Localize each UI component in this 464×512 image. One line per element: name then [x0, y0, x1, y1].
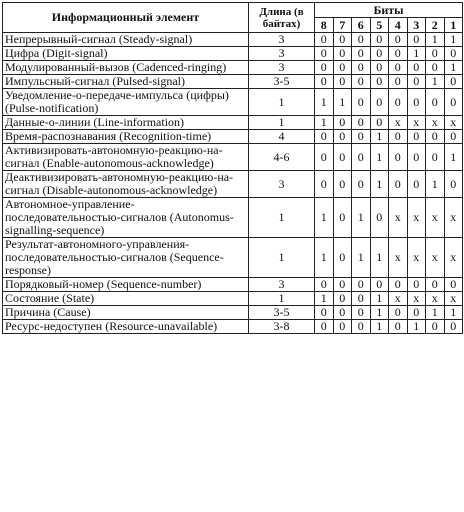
bit-cell: x	[444, 238, 463, 278]
element-name-cell: Данные-о-линии (Line-information)	[3, 116, 249, 130]
bit-cell: 0	[444, 130, 463, 144]
information-elements-table	[2, 2, 463, 334]
bit-cell: 0	[444, 75, 463, 89]
length-cell: 1	[249, 89, 315, 116]
bit-cell: x	[426, 198, 445, 238]
element-name-cell: Цифра (Digit-signal)	[3, 47, 249, 61]
bit-cell: 0	[370, 33, 389, 47]
element-name-cell: Причина (Cause)	[3, 306, 249, 320]
bit-number-header: 1	[444, 18, 463, 33]
bit-cell: 0	[389, 144, 408, 171]
bit-cell: 1	[407, 320, 426, 334]
bit-cell: x	[444, 292, 463, 306]
bit-cell: 0	[333, 238, 352, 278]
bit-cell: 0	[352, 320, 371, 334]
bit-number-header: 7	[333, 18, 352, 33]
bit-cell: 0	[370, 278, 389, 292]
bit-cell: 0	[407, 33, 426, 47]
bit-cell: 1	[370, 320, 389, 334]
bit-cell: x	[444, 116, 463, 130]
bit-number-header: 8	[315, 18, 334, 33]
bit-cell: 1	[444, 61, 463, 75]
bit-cell: 0	[333, 75, 352, 89]
table-row	[3, 61, 463, 75]
table-row	[3, 292, 463, 306]
element-name-cell: Время-распознавания (Recognition-time)	[3, 130, 249, 144]
bit-cell: 0	[426, 144, 445, 171]
element-name-cell: Результат-автономного-управления-последовательностью-сигналов (Sequence-response)	[3, 238, 249, 278]
bit-cell: 0	[370, 116, 389, 130]
bit-cell: x	[407, 198, 426, 238]
bit-cell: 0	[352, 89, 371, 116]
bit-number-header: 2	[426, 18, 445, 33]
bit-cell: 0	[407, 130, 426, 144]
bit-cell: 0	[315, 278, 334, 292]
bit-cell: 0	[389, 75, 408, 89]
column-header-element: Информационный элемент	[3, 3, 249, 33]
element-name-cell: Ресурс-недоступен (Resource-unavailable)	[3, 320, 249, 334]
bit-cell: 1	[315, 238, 334, 278]
bit-cell: 1	[444, 144, 463, 171]
length-cell: 3	[249, 278, 315, 292]
bit-cell: x	[407, 238, 426, 278]
bit-cell: 1	[315, 89, 334, 116]
bit-cell: 1	[370, 144, 389, 171]
bit-cell: 1	[370, 292, 389, 306]
table-row	[3, 75, 463, 89]
bit-cell: 0	[352, 144, 371, 171]
bit-cell: 0	[444, 89, 463, 116]
bit-cell: 1	[407, 47, 426, 61]
table-row	[3, 171, 463, 198]
bit-cell: 0	[333, 292, 352, 306]
bit-cell: 1	[444, 33, 463, 47]
bit-cell: 1	[315, 116, 334, 130]
bit-cell: 1	[370, 238, 389, 278]
column-header-length: Длина (в байтах)	[249, 3, 315, 33]
bit-cell: 1	[352, 238, 371, 278]
bit-cell: 0	[315, 47, 334, 61]
bit-cell: 0	[407, 306, 426, 320]
table-row	[3, 47, 463, 61]
table-body	[3, 33, 463, 334]
table-row	[3, 144, 463, 171]
bit-cell: 0	[352, 47, 371, 61]
element-name-cell: Автономное-управление-последовательностью-сигналов (Autonomus-signalling-sequence)	[3, 198, 249, 238]
bit-cell: 0	[444, 171, 463, 198]
bit-cell: 0	[352, 306, 371, 320]
table-row	[3, 33, 463, 47]
bit-cell: 0	[315, 171, 334, 198]
element-name-cell: Модулированный-вызов (Cadenced-ringing)	[3, 61, 249, 75]
bit-cell: 0	[352, 33, 371, 47]
bit-cell: 0	[407, 75, 426, 89]
bit-cell: 0	[352, 116, 371, 130]
bit-cell: 1	[315, 198, 334, 238]
bit-cell: 0	[370, 89, 389, 116]
bit-cell: 0	[426, 47, 445, 61]
bit-cell: 0	[352, 75, 371, 89]
bit-cell: 0	[407, 61, 426, 75]
bit-cell: x	[426, 238, 445, 278]
table-row	[3, 89, 463, 116]
length-cell: 1	[249, 238, 315, 278]
table-row	[3, 306, 463, 320]
bit-cell: 0	[407, 89, 426, 116]
bit-cell: 1	[370, 130, 389, 144]
bit-cell: 0	[333, 33, 352, 47]
bit-cell: 1	[426, 75, 445, 89]
bit-cell: 0	[426, 320, 445, 334]
bit-cell: 0	[352, 171, 371, 198]
bit-cell: 0	[333, 278, 352, 292]
bit-cell: x	[389, 238, 408, 278]
bit-number-header: 3	[407, 18, 426, 33]
bit-cell: 0	[407, 171, 426, 198]
bit-cell: 0	[389, 278, 408, 292]
bit-cell: x	[444, 198, 463, 238]
length-cell: 3	[249, 61, 315, 75]
bit-cell: 0	[333, 130, 352, 144]
bit-cell: 0	[333, 198, 352, 238]
bit-cell: 0	[426, 278, 445, 292]
bit-cell: 0	[352, 61, 371, 75]
bit-cell: 0	[333, 306, 352, 320]
bit-cell: 1	[426, 171, 445, 198]
bit-cell: 1	[370, 306, 389, 320]
bit-cell: 0	[389, 171, 408, 198]
bit-cell: x	[407, 292, 426, 306]
bit-cell: 0	[444, 278, 463, 292]
table-row	[3, 278, 463, 292]
length-cell: 4	[249, 130, 315, 144]
bit-cell: x	[389, 198, 408, 238]
bit-cell: 0	[352, 130, 371, 144]
bit-cell: 0	[426, 89, 445, 116]
bit-cell: 0	[315, 306, 334, 320]
bit-cell: 1	[426, 33, 445, 47]
element-name-cell: Состояние (State)	[3, 292, 249, 306]
bit-cell: 0	[370, 75, 389, 89]
bit-cell: 0	[426, 130, 445, 144]
bit-cell: 0	[389, 89, 408, 116]
bit-cell: 0	[315, 75, 334, 89]
length-cell: 3	[249, 33, 315, 47]
bit-cell: 0	[389, 320, 408, 334]
length-cell: 1	[249, 116, 315, 130]
table-header-row	[3, 3, 463, 18]
bit-number-header: 4	[389, 18, 408, 33]
element-name-cell: Порядковый-номер (Sequence-number)	[3, 278, 249, 292]
length-cell: 1	[249, 292, 315, 306]
element-name-cell: Деактивизировать-автономную-реакцию-на-сигнал (Disable-autonomous-acknowledge)	[3, 171, 249, 198]
bit-number-header: 5	[370, 18, 389, 33]
length-cell: 4-6	[249, 144, 315, 171]
bit-cell: 0	[333, 61, 352, 75]
bit-cell: 0	[352, 278, 371, 292]
bit-cell: 0	[407, 144, 426, 171]
table-row	[3, 198, 463, 238]
bit-cell: 0	[315, 320, 334, 334]
bit-cell: 0	[333, 144, 352, 171]
bit-cell: 0	[315, 61, 334, 75]
bit-cell: 1	[426, 306, 445, 320]
length-cell: 3-5	[249, 306, 315, 320]
bit-cell: 0	[426, 61, 445, 75]
bit-cell: 1	[315, 292, 334, 306]
bit-cell: 1	[370, 171, 389, 198]
bit-cell: 0	[315, 33, 334, 47]
bit-cell: 0	[444, 47, 463, 61]
bit-cell: 1	[444, 306, 463, 320]
bit-cell: x	[407, 116, 426, 130]
table-row	[3, 116, 463, 130]
bit-cell: 0	[389, 47, 408, 61]
element-name-cell: Активизировать-автономную-реакцию-на-сигнал (Enable-autonomous-acknowledge)	[3, 144, 249, 171]
bit-cell: x	[426, 116, 445, 130]
element-name-cell: Непрерывный-сигнал (Steady-signal)	[3, 33, 249, 47]
bit-cell: 0	[352, 292, 371, 306]
bit-cell: 0	[333, 116, 352, 130]
bit-cell: 1	[333, 89, 352, 116]
bit-number-header: 6	[352, 18, 371, 33]
bit-cell: x	[426, 292, 445, 306]
bit-cell: 0	[444, 320, 463, 334]
bit-cell: 0	[389, 33, 408, 47]
column-header-bits: Биты	[315, 3, 463, 18]
bit-cell: 0	[370, 61, 389, 75]
bit-cell: 0	[389, 130, 408, 144]
bit-cell: 0	[333, 320, 352, 334]
element-name-cell: Уведомление-о-передаче-импульса (цифры) (Pulse-notification)	[3, 89, 249, 116]
bit-cell: 0	[389, 306, 408, 320]
table-row	[3, 130, 463, 144]
length-cell: 3-5	[249, 75, 315, 89]
length-cell: 3	[249, 171, 315, 198]
bit-cell: 0	[370, 198, 389, 238]
element-name-cell: Импульсный-сигнал (Pulsed-signal)	[3, 75, 249, 89]
bit-cell: 0	[315, 144, 334, 171]
length-cell: 1	[249, 198, 315, 238]
bit-cell: 0	[315, 130, 334, 144]
bit-cell: 0	[407, 278, 426, 292]
bit-cell: 0	[370, 47, 389, 61]
bit-cell: 0	[333, 171, 352, 198]
bit-cell: x	[389, 116, 408, 130]
length-cell: 3-8	[249, 320, 315, 334]
table-row	[3, 238, 463, 278]
length-cell: 3	[249, 47, 315, 61]
table-row	[3, 320, 463, 334]
bit-cell: 0	[333, 47, 352, 61]
bit-cell: 1	[352, 198, 371, 238]
bit-cell: x	[389, 292, 408, 306]
bit-cell: 0	[389, 61, 408, 75]
